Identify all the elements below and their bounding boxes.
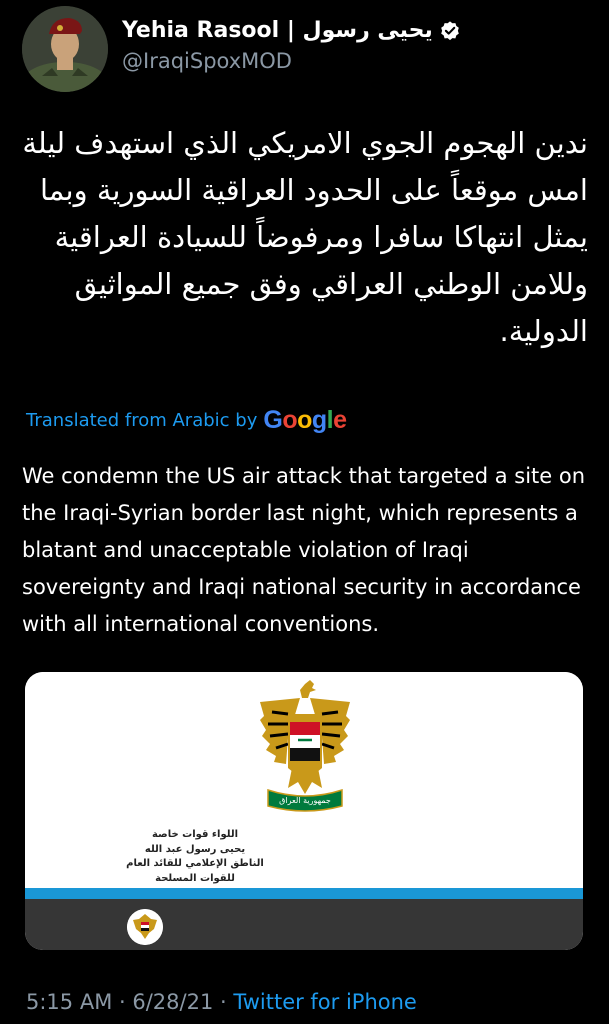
card-line: الناطق الإعلامي للقائد العام [126,858,264,869]
emblem-banner-text: جمهورية العراق [279,796,331,805]
card-line: اللواء قوات خاصة [151,829,239,840]
meta-separator: · [112,990,133,1014]
display-name[interactable] [122,18,461,43]
small-emblem-icon [127,909,163,945]
tweet-meta [26,990,417,1014]
card-dark-band [25,899,583,950]
media-image[interactable] [25,672,583,950]
translated-label[interactable]: Translated from Arabic by [26,410,258,431]
avatar[interactable] [22,6,108,92]
meta-separator: · [213,990,234,1014]
card-caption [115,828,275,886]
card-line: يحيى رسول عبد الله [144,843,246,855]
tweet-header [22,6,592,86]
translation-attribution[interactable] [26,406,347,435]
tweet-time[interactable]: 5:15 AM [26,990,113,1014]
card-blue-stripe [25,888,583,899]
tweet-text-translation: We condemn the US air attack that targeted a site on the Iraqi-Syrian border last night, which represents a blatant and unacceptable violation of Iraqi sovereignty and Iraqi national security in accordance with all international conventions. [22,464,586,636]
verified-badge-icon [439,20,461,42]
card-line: للقوات المسلحة [155,872,235,884]
tweet-date[interactable]: 6/28/21 [132,990,214,1014]
google-logo: Google [263,406,347,434]
display-name-text[interactable]: Yehia Rasool | يحيى رسول [122,18,433,43]
handle[interactable]: @IraqiSpoxMOD [122,49,292,73]
tweet-source-link[interactable]: Twitter for iPhone [233,990,417,1014]
iraq-eagle-emblem-icon [258,678,352,812]
tweet-text-arabic: ندين الهجوم الجوي الامريكي الذي استهدف ليلة امس موقعاً على الحدود العراقية السورية وبما يمثل انتهاكا سافرا ومرفوضاً للسيادة العراقية وللامن الوطني العراقي وفق جميع المواثيق الدولية. [22,126,588,348]
